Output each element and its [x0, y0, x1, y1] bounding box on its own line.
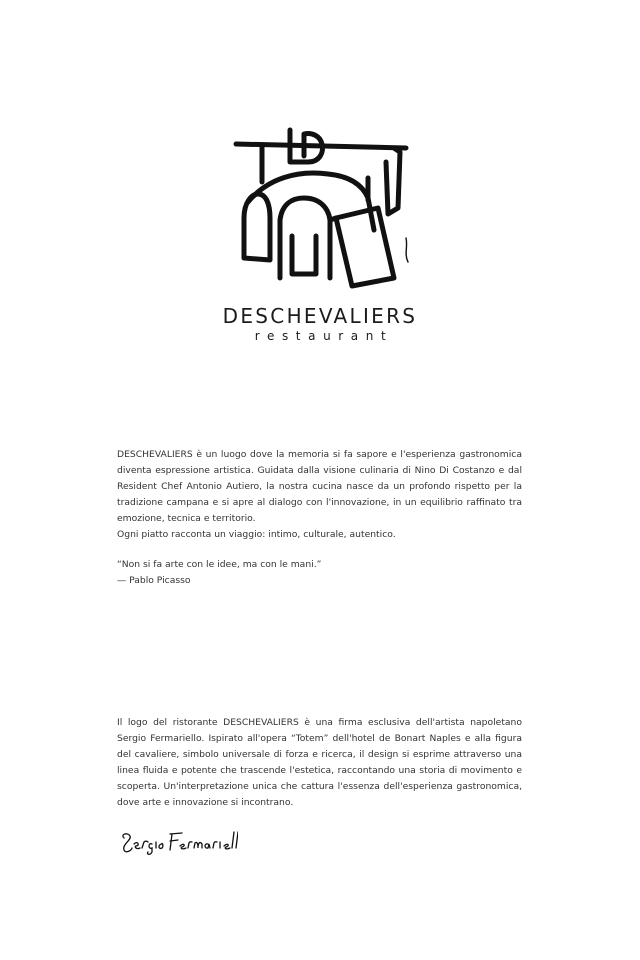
- intro-section: [117, 447, 522, 543]
- credit-paragraph: Il logo del ristorante DESCHEVALIERS è una firma esclusiva dell'artista napoletano Sergio Fermariello. Ispirato all'opera “Totem” dell'hotel de Bonart Naples e alla figura del cavaliere, simbolo universale di forza e ricerca, il design si esprime attraverso una linea fluida e potente che trascende l'estetica, raccontando una storia di movimento e scoperta. Un'interpretazione unica che cattura l'essenza dell'esperienza gastronomica, dove arte e innovazione si incontrano.: [117, 717, 522, 808]
- brand-block: [0, 304, 640, 344]
- logo-credit-section: [117, 715, 522, 811]
- knight-logo-icon: [228, 118, 418, 296]
- quote-text: “Non si fa arte con le idee, ma con le mani.”: [117, 559, 322, 570]
- intro-paragraph: DESCHEVALIERS è un luogo dove la memoria si fa sapore e l'esperienza gastronomica diventa espressione artistica. Guidata dalla visione culinaria di Nino Di Costanzo e dal Resident Chef Antonio Autiero, la nostra cucina nasce da un profondo rispetto per la tradizione campana e si apre al dialogo con l'innovazione, in un equilibrio raffinato tra emozione, tecnica e territorio.: [117, 449, 522, 524]
- brand-name: DESCHEVALIERS: [222, 304, 418, 328]
- artist-signature: [118, 828, 238, 856]
- intro-line: Ogni piatto racconta un viaggio: intimo, culturale, autentico.: [117, 529, 396, 540]
- quote-block: [117, 557, 321, 589]
- quote-author: — Pablo Picasso: [117, 575, 191, 586]
- brand-subtitle: restaurant: [254, 329, 394, 343]
